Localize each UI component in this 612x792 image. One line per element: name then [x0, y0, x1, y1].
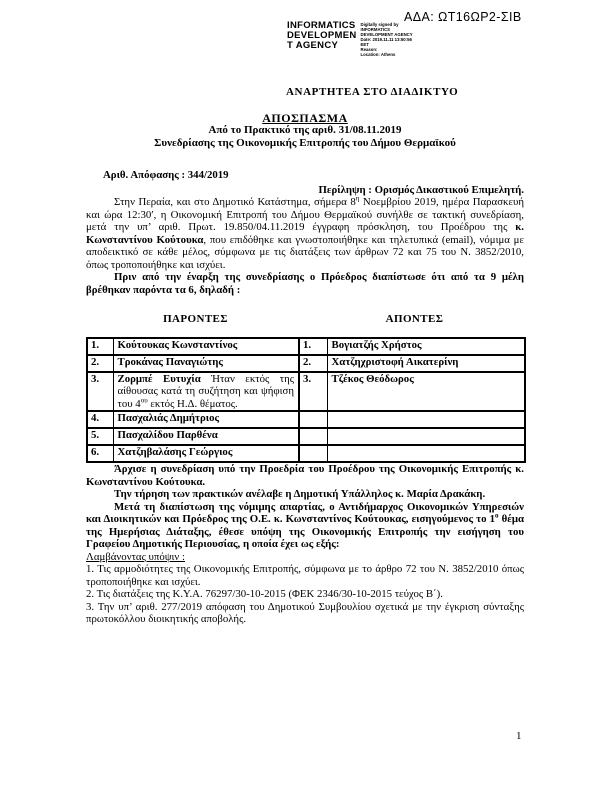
digital-signature-stamp [287, 21, 413, 57]
agency-line: T AGENCY [287, 40, 339, 51]
signature-details [361, 22, 413, 57]
table-cell: Πασχαλιάς Δημήτριος [113, 411, 299, 428]
table-row [87, 428, 525, 445]
table-cell: 5. [87, 428, 113, 445]
table-cell: Χατζηβαλάσης Γεώργιος [113, 445, 299, 462]
table-row [87, 372, 525, 412]
signature-line: EET [360, 42, 369, 47]
signature-line: INFORMATICS [360, 27, 391, 32]
table-cell [327, 428, 525, 445]
quorum-paragraph: Πριν από την έναρξη της συνεδρίασης ο Πρόεδρος διαπίστωσε ότι από τα 9 μέλη βρέθηκαν παρόντα τα 6, δηλαδή : [86, 271, 524, 296]
table-cell: 1. [87, 338, 113, 355]
table-cell: 3. [87, 372, 113, 412]
table-cell: Τροκάνας Παναγιώτης [113, 355, 299, 372]
table-cell [327, 445, 525, 462]
consideration-item: 1. Τις αρμοδιότητες της Οικονομικής Επιτροπής, σύμφωνα με το άρθρο 72 του Ν. 3852/2010 όπως τροποποιήθηκε και ισχύει. [86, 563, 524, 588]
decision-number: Αριθ. Απόφασης : 344/2019 [103, 169, 229, 181]
session-start-paragraph: Άρχισε η συνεδρίαση υπό την Προεδρία του Προέδρου της Οικονομικής Επιτροπής κ. Κωνσταντίνου Κούτουκα. [86, 463, 524, 488]
agency-line: DEVELOPMEN [287, 30, 357, 41]
table-row [87, 445, 525, 462]
table-cell: 1. [299, 338, 327, 355]
signature-line: Date: 2019.11.11 13:50:56 [360, 37, 412, 42]
page-number: 1 [516, 730, 522, 742]
absent-header: ΑΠΟΝΤΕΣ [385, 313, 444, 325]
introduction-paragraph: Μετά τη διαπίστωση της νόμιμης απαρτίας, ο Αντιδήμαρχος Οικονομικών Υπηρεσιών και Διοικητικών και Πρόεδρος της Ο.Ε. κ. Κωνσταντίνος Κούτουκας, εισηγούμενος το $1^o$ θέμα της Ημερήσιας Διάταξης, έθεσε υπόψη της Οικονομικής Επιτροπής την εισήγηση του Γραφείου Δημοτικής Περιουσίας, η οποία έχει ως εξής: [86, 500, 524, 550]
table-cell: Βογιατζής Χρήστος [327, 338, 525, 355]
attendance-table [86, 337, 526, 464]
table-cell: 6. [87, 445, 113, 462]
signature-line: DEVELOPMENT AGENCY [360, 32, 413, 37]
table-cell: Πασχαλίδου Παρθένα [113, 428, 299, 445]
table-cell [299, 428, 327, 445]
table-row [87, 411, 525, 428]
table-cell [299, 445, 327, 462]
attendance-headers [86, 313, 524, 326]
signature-line: Location: Athens [360, 52, 396, 57]
considerations-label: Λαμβάνοντας υπόψιν : [86, 550, 185, 563]
table-row [87, 355, 525, 372]
table-cell: 3. [299, 372, 327, 412]
table-cell: 2. [299, 355, 327, 372]
table-cell: Χατζηχριστοφή Αικατερίνη [327, 355, 525, 372]
table-cell: Ζορμπέ Ευτυχία Ήταν εκτός της αίθουσας κατά τη συζήτηση και ψήφιση του $4^{o\upsilon}$ εκτός Η.Δ. θέματος. [113, 372, 299, 412]
session-opening-paragraph: Στην Περαία, και στο Δημοτικό Κατάστημα, σήμερα $8^\eta$ Νοεμβρίου 2019, ημέρα Παρασκευή και ώρα 12:30′, η Οικονομική Επιτροπή του Δήμου Θερμαϊκού συνήλθε σε τακτική συνεδρίαση, μετά την υπ’ αριθ. Πρωτ. 19.850/04.11.2019 έγγραφη πρόσκληση, του Προέδρου της κ. Κωνσταντίνου Κούτουκα, που επιδόθηκε και γνωστοποιήθηκε και τηλετυπικά (email), νόμιμα με αποδεικτικό σε κάθε μέλος, σύμφωνα με τις διατάξεις των άρθρων 72 και 75 του Ν. 3852/2010, όπως τροποποιήθηκε και ισχύει. [86, 194, 525, 271]
agency-line: INFORMATICS [287, 20, 356, 31]
document-body [86, 86, 524, 626]
table-cell: Κούτουκας Κωνσταντίνος [113, 338, 299, 355]
signing-agency-name [287, 21, 357, 57]
table-cell: 4. [87, 411, 113, 428]
consideration-item: 2. Τις διατάξεις της Κ.Υ.Α. 76297/30-10-2015 (ΦΕΚ 2346/30-10-2015 τεύχος Β΄). [86, 588, 443, 600]
minutes-reference: Από το Πρακτικό της αριθ. 31/08.11.2019 [208, 124, 402, 136]
table-cell [327, 411, 525, 428]
table-cell [299, 411, 327, 428]
present-header: ΠΑΡΟΝΤΕΣ [163, 313, 228, 325]
ada-code: ΑΔΑ: ΩΤ16ΩΡ2-ΣΙΒ [404, 10, 522, 24]
document-title-text: ΑΠΟΣΠΑΣΜΑ [262, 110, 348, 125]
signature-line: Reason: [360, 47, 378, 52]
table-cell: 2. [87, 355, 113, 372]
attendance-table-body [87, 338, 525, 463]
table-cell: Τζέκος Θεόδωρος [327, 372, 525, 412]
document-title [86, 112, 524, 125]
minutes-keeper-paragraph: Την τήρηση των πρακτικών ανέλαβε η Δημοτική Υπάλληλος κ. Μαρία Δρακάκη. [114, 488, 486, 500]
summary-line: Περίληψη : Ορισμός Δικαστικού Επιμελητή. [318, 183, 524, 196]
committee-reference: Συνεδρίασης της Οικονομικής Επιτροπής του Δήμου Θερμαϊκού [154, 136, 456, 149]
publish-notice: ΑΝΑΡΤΗΤΕΑ ΣΤΟ ΔΙΑΔΙΚΤΥΟ [286, 86, 459, 98]
signature-line: Digitally signed by [360, 22, 399, 27]
table-row [87, 338, 525, 355]
consideration-item: 3. Την υπ’ αριθ. 277/2019 απόφαση του Δημοτικού Συμβουλίου σχετικά με την έγκριση σύνταξης πρωτοκόλλου διοικητικής αποβολής. [86, 600, 524, 625]
